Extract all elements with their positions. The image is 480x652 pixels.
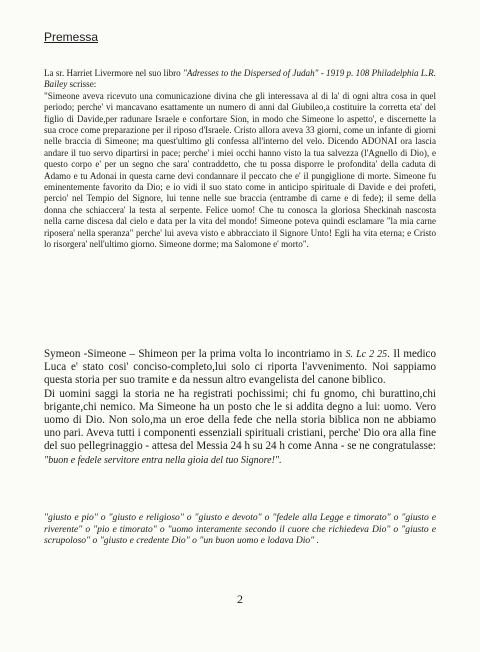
page-number: 2: [237, 592, 243, 606]
paragraph-1: [44, 348, 436, 388]
intro-after-title: scrisse:: [67, 79, 97, 90]
main-text: [44, 348, 436, 467]
p2-lead: Di uomini saggi la storia ne ha registrati pochissimi; chi fu gnomo, chi burattino,chi brigante,chi nemico. Ma Simeone ha un posto che le si addita degno a lui: uomo. Vero uomo di Dio. Non solo,ma un eroe della fede che nella storia biblica non ne abbiamo uno pari. Aveva tutti i componenti essenziali spirituali cristiani, perche' Dio ora alla fine del suo pellegrinaggio - attesa del Messia 24 h su 24 h come Anna - se ne congratulasse:: [44, 387, 436, 453]
p1-lead: Symeon -Simeone – Shimeon per la prima volta lo incontriamo in: [44, 348, 346, 360]
intro-quote: "Simeone aveva ricevuto una comunicazione divina che gli interessava al di la' di ogni altra cosa in quel periodo; perche' vi mancavano esattamente un numero di anni dal Giubileo,a costituire la corretta eta' del figlio di Davide,per radunare Israele e confortare Sion, in modo che Simeone lo aspetto', e discernette la sua croce come preparazione per il riposo d'Israele. Cristo allora aveva 33 giorni, come un infante di giorni nelle braccia di Simeone; ma quest'ultimo gli confessa all'interno del velo. Dicendo ADONAI ora lascia andare il tuo servo dipartirsi in pace; perche' i miei occhi hanno visto la tua salvezza (l'Agnello di Dio), e questo corpo e' per un segno che sara' contraddetto, che tu possa disporre le profondita' della caduta di Adamo e tu Adonai in questa carne devi condannare il peccato che e' il pungiglione di morte. Simeone fu eminentemente favorito da Dio; e io vidi il suo stato come in anticipo spirituale di Davide e dei profeti, percio' nel Tempio del Signore, lui tenne nelle sue braccia (entrambe di carne e di fede); il seme della donna che schiaccera' la testa al serpente. Felice uomo! Che tu conosca la gloriosa Sheckinah nascosta nella carne discesa dal cielo e data per la vita del mondo! Simeone poteva quindi esclamare "la mia carne riposera' nella speranza" perche' lui aveva visto e abbracciato il Signore Unto! Egli ha vita eterna; e Cristo lo risorgera' nell'ultimo giorno. Simeone dorme; ma Salomone e' morto".: [44, 90, 436, 250]
attributes-list: "giusto e pio" o "giusto e religioso" o "giusto e devoto" o "fedele alla Legge e timorato" o "giusto e riverente" o "pio e timorato" o "uomo interamente secondo il cuore che richiedeva Dio" o "giusto e scrupoloso" o "giusto e credente Dio" o "un buon uomo e lodava Dio" .: [44, 512, 436, 547]
p1-rest: . Il medico Luca e' stato cosi' conciso-completo,lui solo ci riporta l'avvenimento. Noi sappiamo questa storia per suo tramite e da nessun altro evangelista del canone biblico.: [44, 348, 437, 387]
paragraph-2: [44, 388, 436, 467]
intro-paragraph: [44, 68, 436, 251]
section-heading: Premessa: [44, 30, 99, 44]
p2-quote: "buon e fedele servitore entra nella gioia del tuo Signore!".: [44, 454, 282, 466]
intro-lead: La sr. Harriet Livermore nel suo libro: [44, 68, 184, 78]
book-title: "Adresses to the Dispersed of Judah" - 1919 p. 108 Philadelphia L.R. Bailey: [44, 68, 437, 90]
scripture-reference: S. Lc 2 25: [345, 349, 388, 360]
